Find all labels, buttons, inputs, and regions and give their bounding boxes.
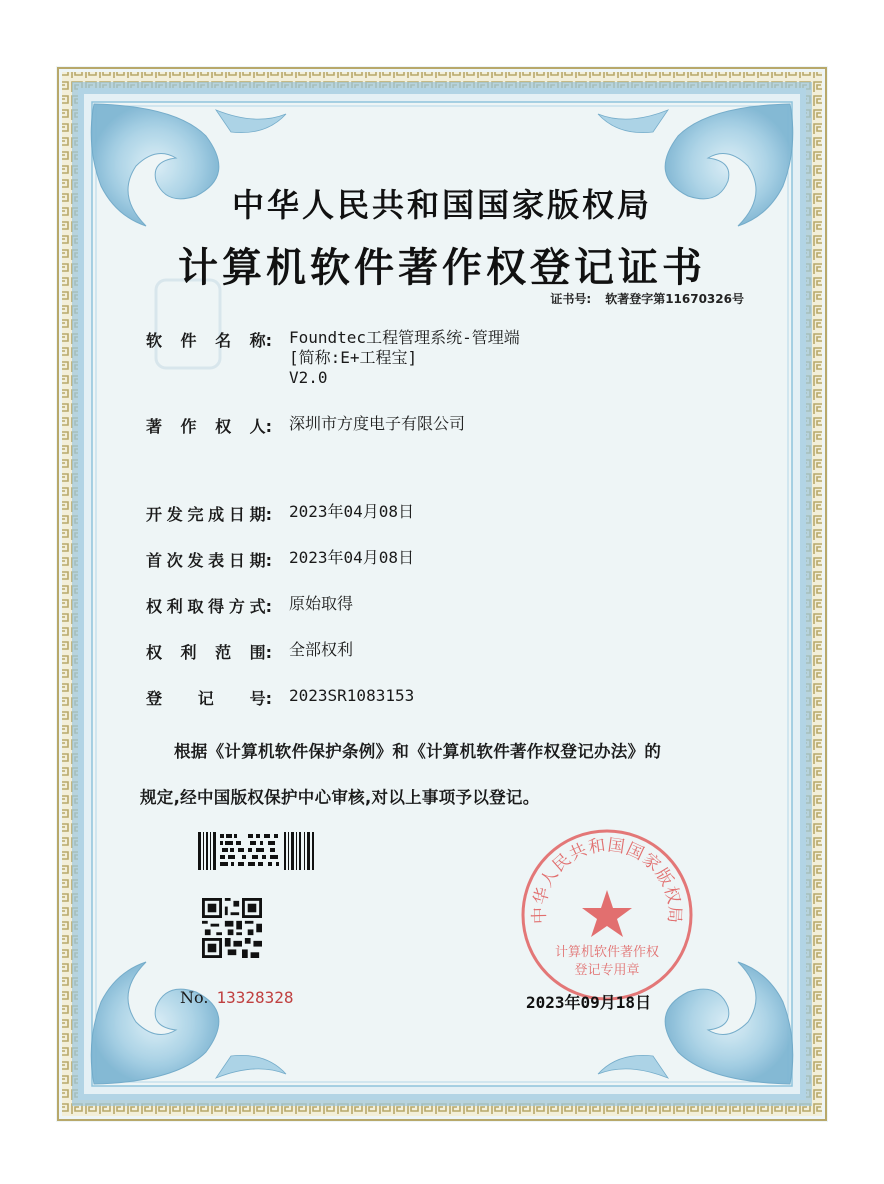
serial-label: No. — [180, 988, 209, 1007]
certificate — [56, 66, 828, 1122]
certificate-number-label: 证书号: — [550, 292, 592, 306]
barcode — [198, 832, 314, 870]
field-label: 权 利 取 得 方 式: — [146, 597, 272, 616]
software-name-line1: Foundtec工程管理系统-管理端 — [289, 328, 520, 347]
issue-date: 2023年09月18日 — [526, 993, 652, 1012]
field-value: 全部权利 — [289, 640, 354, 659]
field-value: 2023年04月08日 — [289, 502, 415, 521]
field-label: 权 利 范 围: — [146, 643, 272, 662]
field-value: 2023年04月08日 — [289, 548, 415, 567]
field-value: 深圳市方度电子有限公司 — [289, 414, 466, 433]
software-name-line2: [简称:E+工程宝] — [289, 348, 418, 367]
serial-number — [180, 988, 294, 1007]
certificate-number — [550, 290, 744, 307]
field-value: 原始取得 — [289, 594, 354, 613]
certificate-number-value: 软著登字第11670326号 — [605, 292, 744, 306]
field-value: 2023SR1083153 — [289, 686, 415, 705]
seal-inner-line2: 登记专用章 — [574, 963, 640, 978]
field-label: 著 作 权 人: — [146, 417, 272, 436]
seal-inner-line1: 计算机软件著作权 — [554, 945, 660, 960]
field-label: 软 件 名 称: — [146, 331, 272, 350]
field-label: 开 发 完 成 日 期: — [146, 505, 272, 524]
issuer-title: 中华人民共和国国家版权局 — [231, 186, 652, 224]
qr-code — [202, 898, 262, 958]
field-value — [289, 328, 520, 388]
star-icon — [582, 890, 632, 937]
field-label: 登 记 号: — [146, 689, 272, 708]
statement-line-1: 根据《计算机软件保护条例》和《计算机软件著作权登记办法》的 — [174, 742, 662, 761]
seal-ring-text: 中华人民共和国国家版权局 — [529, 835, 685, 925]
certificate-title: 计算机软件著作权登记证书 — [178, 244, 706, 291]
software-name-line3: V2.0 — [289, 368, 328, 387]
official-seal — [518, 826, 696, 1004]
serial-value: 13328328 — [216, 988, 294, 1007]
field-label: 首 次 发 表 日 期: — [146, 551, 272, 570]
statement-line-2: 规定,经中国版权保护中心审核,对以上事项予以登记。 — [140, 788, 540, 807]
